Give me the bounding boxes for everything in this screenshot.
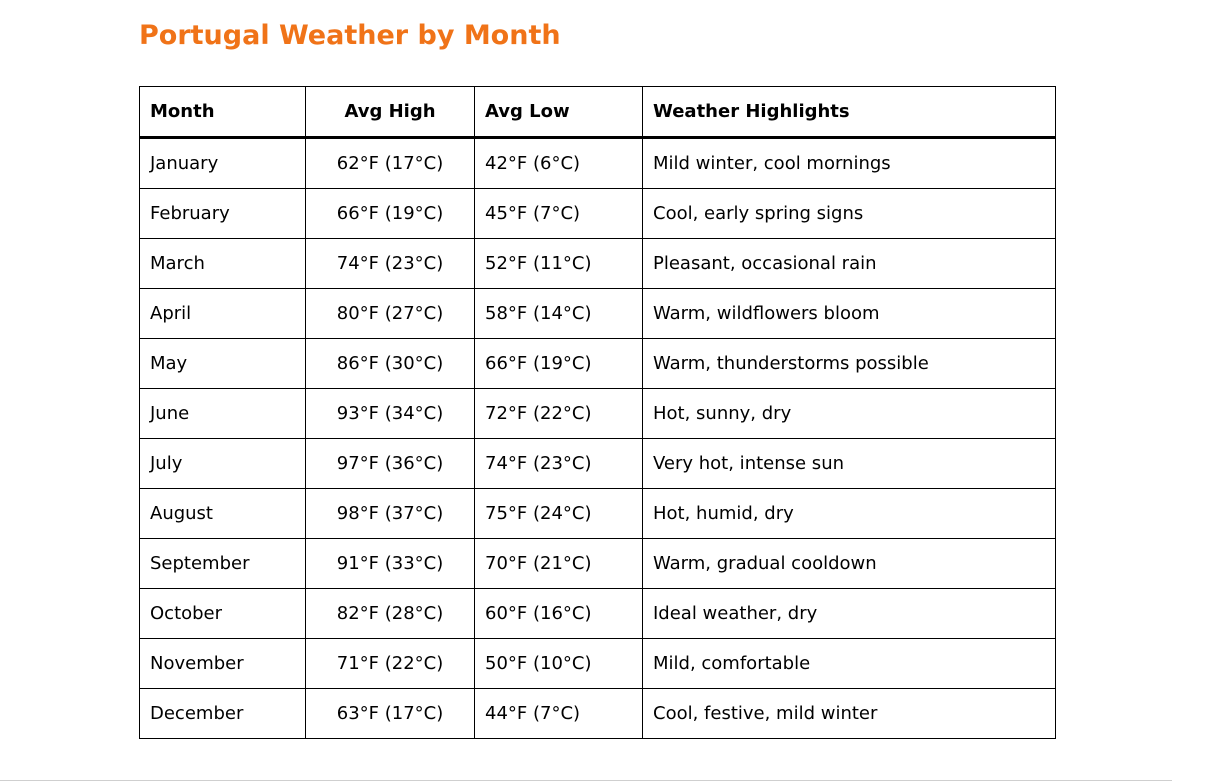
cell-avg-low: 42°F (6°C) xyxy=(475,138,643,189)
cell-avg-low: 45°F (7°C) xyxy=(475,189,643,239)
header-month: Month xyxy=(140,87,306,138)
cell-avg-high: 98°F (37°C) xyxy=(306,489,475,539)
cell-month: October xyxy=(140,589,306,639)
table-row xyxy=(140,189,1056,239)
cell-avg-low: 52°F (11°C) xyxy=(475,239,643,289)
table-row xyxy=(140,439,1056,489)
cell-month: January xyxy=(140,138,306,189)
cell-highlights: Mild winter, cool mornings xyxy=(643,138,1056,189)
cell-avg-high: 86°F (30°C) xyxy=(306,339,475,389)
table-row xyxy=(140,489,1056,539)
cell-highlights: Ideal weather, dry xyxy=(643,589,1056,639)
cell-avg-low: 50°F (10°C) xyxy=(475,639,643,689)
table-row xyxy=(140,639,1056,689)
cell-avg-high: 80°F (27°C) xyxy=(306,289,475,339)
cell-avg-low: 75°F (24°C) xyxy=(475,489,643,539)
cell-highlights: Warm, thunderstorms possible xyxy=(643,339,1056,389)
table-row xyxy=(140,138,1056,189)
cell-month: August xyxy=(140,489,306,539)
cell-highlights: Warm, gradual cooldown xyxy=(643,539,1056,589)
weather-table xyxy=(139,86,1056,739)
cell-avg-high: 74°F (23°C) xyxy=(306,239,475,289)
table-row xyxy=(140,539,1056,589)
header-avg-high: Avg High xyxy=(306,87,475,138)
cell-month: February xyxy=(140,189,306,239)
table-row xyxy=(140,339,1056,389)
cell-avg-high: 71°F (22°C) xyxy=(306,639,475,689)
cell-highlights: Very hot, intense sun xyxy=(643,439,1056,489)
cell-avg-high: 82°F (28°C) xyxy=(306,589,475,639)
table-row xyxy=(140,289,1056,339)
cell-avg-low: 60°F (16°C) xyxy=(475,589,643,639)
cell-month: April xyxy=(140,289,306,339)
cell-avg-low: 58°F (14°C) xyxy=(475,289,643,339)
cell-avg-high: 93°F (34°C) xyxy=(306,389,475,439)
cell-avg-high: 97°F (36°C) xyxy=(306,439,475,489)
cell-avg-low: 70°F (21°C) xyxy=(475,539,643,589)
cell-month: May xyxy=(140,339,306,389)
cell-avg-low: 74°F (23°C) xyxy=(475,439,643,489)
page-bottom-divider xyxy=(0,780,1172,781)
cell-highlights: Pleasant, occasional rain xyxy=(643,239,1056,289)
cell-avg-high: 91°F (33°C) xyxy=(306,539,475,589)
cell-highlights: Cool, early spring signs xyxy=(643,189,1056,239)
cell-avg-high: 62°F (17°C) xyxy=(306,138,475,189)
cell-month: July xyxy=(140,439,306,489)
cell-month: June xyxy=(140,389,306,439)
cell-avg-low: 72°F (22°C) xyxy=(475,389,643,439)
table-header-row xyxy=(140,87,1056,138)
cell-avg-low: 66°F (19°C) xyxy=(475,339,643,389)
cell-highlights: Mild, comfortable xyxy=(643,639,1056,689)
cell-month: December xyxy=(140,689,306,739)
table-row xyxy=(140,689,1056,739)
cell-highlights: Warm, wildflowers bloom xyxy=(643,289,1056,339)
cell-avg-low: 44°F (7°C) xyxy=(475,689,643,739)
page-title: Portugal Weather by Month xyxy=(139,20,561,51)
header-weather-highlights: Weather Highlights xyxy=(643,87,1056,138)
table-row xyxy=(140,589,1056,639)
cell-avg-high: 66°F (19°C) xyxy=(306,189,475,239)
cell-month: March xyxy=(140,239,306,289)
cell-avg-high: 63°F (17°C) xyxy=(306,689,475,739)
table-row xyxy=(140,239,1056,289)
header-avg-low: Avg Low xyxy=(475,87,643,138)
cell-highlights: Hot, sunny, dry xyxy=(643,389,1056,439)
cell-month: September xyxy=(140,539,306,589)
table-row xyxy=(140,389,1056,439)
cell-highlights: Cool, festive, mild winter xyxy=(643,689,1056,739)
cell-month: November xyxy=(140,639,306,689)
cell-highlights: Hot, humid, dry xyxy=(643,489,1056,539)
table-body xyxy=(140,138,1056,739)
